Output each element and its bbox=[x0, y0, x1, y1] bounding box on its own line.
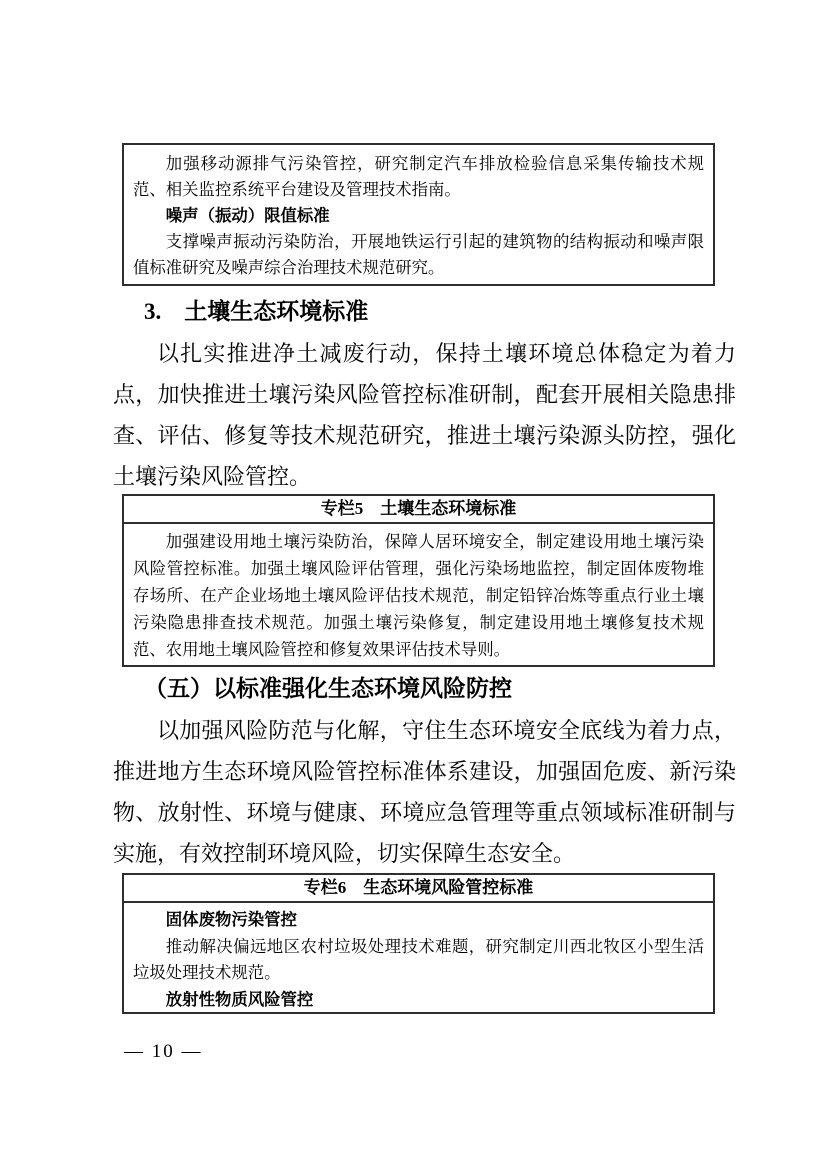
callout-box-6-risk bbox=[122, 873, 715, 1014]
box6-subheading-radioactive: 放射性物质风险管控 bbox=[165, 989, 314, 1009]
callout-box-continuation bbox=[122, 143, 715, 286]
page-number: — 10 — bbox=[124, 1041, 203, 1062]
section-heading-risk-prevention: （五）以标准强化生态环境风险防控 bbox=[144, 676, 512, 701]
callout-box-body bbox=[124, 145, 713, 286]
paragraph-risk-prevention: 以加强风险防范与化解，守住生态环境安全底线为着力点，推进地方生态环境风险管控标准体系建设，加强固危废、新污染物、放射性、环境与健康、环境应急管理等重点领域标准研制与实施，有效控制环境风险，切实保障生态安全。 bbox=[113, 718, 736, 866]
box5-title: 专栏5 土壤生态环境标准 bbox=[124, 496, 713, 524]
box6-title: 专栏6 生态环境风险管控标准 bbox=[124, 875, 713, 903]
box6-subheading-solid-waste: 固体废物污染管控 bbox=[165, 910, 297, 929]
section-heading-soil-standards: 3. 土壤生态环境标准 bbox=[144, 299, 369, 324]
box6-body bbox=[124, 903, 713, 1014]
paragraph-soil-standards: 以扎实推进净土减废行动，保持土壤环境总体稳定为着力点，加快推进土壤污染风险管控标准研制，配套开展相关隐患排查、评估、修复等技术规范研究，推进土壤污染源头防控，强化土壤污染风险管控。 bbox=[113, 341, 736, 489]
box5-paragraph: 加强建设用地土壤污染防治，保障人居环境安全，制定建设用地土壤污染风险管控标准。加强土壤风险评估管理，强化污染场地监控，制定固体废物堆存场所、在产企业场地土壤风险评估技术规范，制定铅锌冶炼等重点行业土壤污染隐患排查技术规范。加强土壤污染修复，制定建设用地土壤修复技术规范、农用地土壤风险管控和修复效果评估技术导则。 bbox=[133, 532, 704, 659]
callout-box-5-soil bbox=[122, 494, 715, 667]
box-subheading-noise-limits: 噪声（振动）限值标准 bbox=[165, 206, 330, 225]
box-paragraph-noise-vibration: 支撑噪声振动污染防治，开展地铁运行引起的建筑物的结构振动和噪声限值标准研究及噪声综合治理技术规范研究。 bbox=[133, 232, 704, 277]
box5-body bbox=[124, 524, 713, 667]
box-paragraph-mobile-source: 加强移动源排气污染管控，研究制定汽车排放检验信息采集传输技术规范、相关监控系统平台建设及管理技术指南。 bbox=[133, 154, 704, 199]
box6-paragraph-solid-waste: 推动解决偏远地区农村垃圾处理技术难题，研究制定川西北牧区小型生活垃圾处理技术规范。 bbox=[133, 936, 704, 982]
